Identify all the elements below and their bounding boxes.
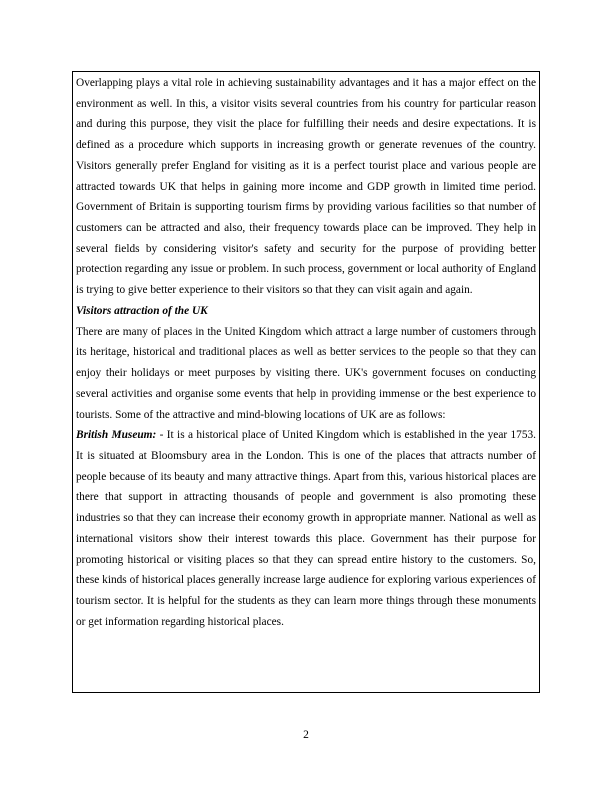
british-museum-term: British Museum:: [76, 429, 157, 442]
section-heading-visitors-attraction: Visitors attraction of the UK: [76, 304, 208, 317]
british-museum-text: - It is a historical place of United Kingdom which is established in the year 1753. It is situated at Bloomsbury area in the London. This is one of the places that attracts number of people because of its beauty and many attractive things. Apart from this, various historical places are there that support in attracting thousands of people and government is also promoting these industries so that they can increase their economy growth in appropriate manner. National as well as international visitors show their interest towards this place. Government has their purpose for promoting historical or visiting places so that they can spread entire history to the customers. So, these kinds of historical places generally increase large audience for exploring various experiences of tourism sector. It is helpful for the students as they can learn more things through these monuments or get information regarding historical places.: [76, 429, 537, 628]
page-number: 2: [303, 729, 309, 741]
british-museum-paragraph: [76, 425, 536, 632]
intro-paragraph: Overlapping plays a vital role in achieving sustainability advantages and it has a major effect on the environment as well. In this, a visitor visits several countries from his country for particular reason and during this purpose, they visit the place for fulfilling their needs and desire expectations. It is defined as a procedure which supports in increasing growth or generate revenues of the country. Visitors generally prefer England for visiting as it is a perfect tourist place and various people are attracted towards UK that helps in gaining more income and GDP growth in limited time period. Government of Britain is supporting tourism firms by providing various facilities so that number of customers can be attracted and also, their frequency towards place can be improved. They help in several fields by considering visitor's safety and security for the purpose of providing better protection regarding any issue or problem. In such process, government or local authority of England is trying to give better experience to their visitors so that they can visit again and again.: [76, 77, 536, 297]
visitors-attraction-paragraph: There are many of places in the United Kingdom which attract a large number of customers through its heritage, historical and traditional places as well as better services to the people so that they can enjoy their holidays or meet purposes by visiting there. UK's government focuses on conducting several activities and organise some events that help in providing immense or the best experience to tourists. Some of the attractive and mind-blowing locations of UK are as follows:: [76, 325, 536, 421]
bordered-text-box: [72, 71, 540, 693]
